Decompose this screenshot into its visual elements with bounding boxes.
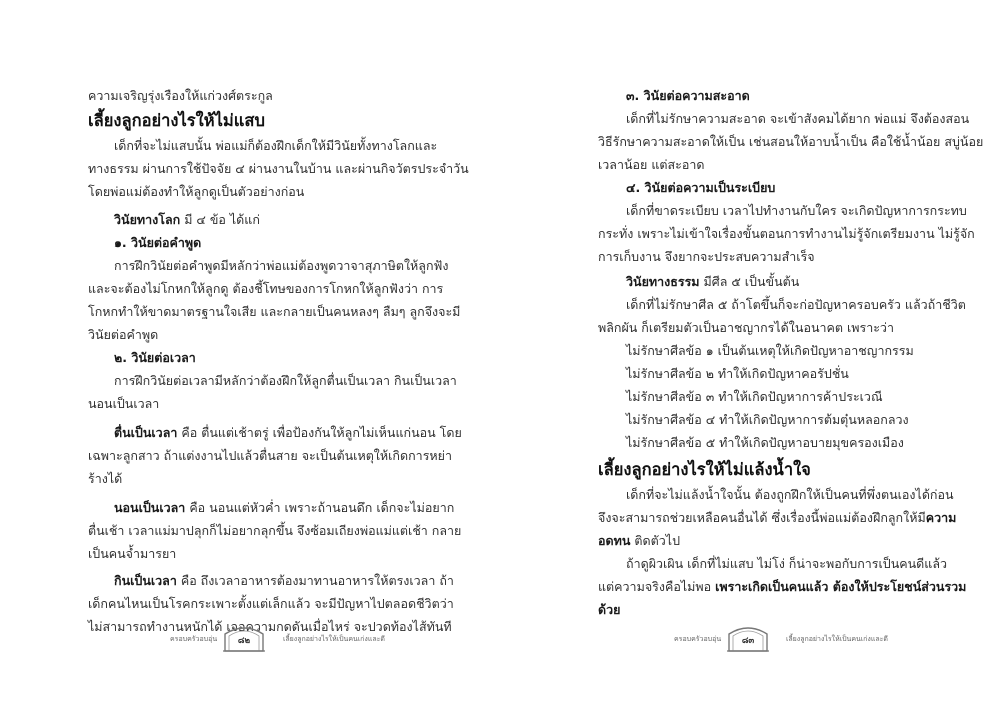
text-line: เด็กที่จะไม่แสบนั้น พ่อแม่ก็ต้องฝึกเด็กให้มีวินัยทั้งทางโลกและ bbox=[114, 138, 438, 153]
section-heading-not-naughty: เลี้ยงลูกอย่างไรให้ไม่แสบ bbox=[88, 111, 265, 130]
footer-left-text: ครอบครัวอบอุ่น bbox=[170, 635, 218, 643]
bold-term: เพราะเกิดเป็นคนแล้ว ต้องให้ประโยชน์ส่วนรวม bbox=[715, 579, 967, 594]
text-line: วินัยต่อคำพูด bbox=[88, 327, 159, 342]
text-line: โกหกทำให้ขาดมาตรฐานใจเสีย และกลายเป็นคนหลงๆ ลืมๆ ลูกจึงจะมี bbox=[88, 304, 461, 319]
footer-right-text: เลี้ยงลูกอย่างไรให้เป็นคนเก่งและดี bbox=[786, 635, 888, 643]
text-line: เด็กคนไหนเป็นโรคกระเพาะตั้งแต่เล็กแล้ว จะมีปัญหาไปตลอดชีวิตว่า bbox=[88, 596, 454, 611]
text-line: เด็กที่ไม่รักษาศีล ๕ ถ้าโตขึ้นก็จะก่อปัญหาครอบครัว แล้วถ้าชีวิต bbox=[626, 297, 966, 312]
page-footer bbox=[0, 622, 500, 656]
text-line: ความเจริญรุ่งเรืองให้แก่วงศ์ตระกูล bbox=[88, 88, 273, 103]
section-heading-generous: เลี้ยงลูกอย่างไรให้ไม่แล้งน้ำใจ bbox=[598, 460, 811, 479]
text-line: เด็กที่ขาดระเบียบ เวลาไปทำงานกับใคร จะเกิดปัญหาการกระทบ bbox=[626, 203, 967, 218]
precept-line: ไม่รักษาศีลข้อ ๑ เป็นต้นเหตุให้เกิดปัญหาอาชญากรรม bbox=[626, 343, 914, 358]
text-line: วิธีรักษาความสะอาดให้เป็น เช่นสอนให้อาบน้ำเป็น คือใช้น้ำน้อย สบู่น้อย bbox=[598, 134, 984, 149]
text-line: และจะต้องไม่โกหกให้ลูกดู ต้องชี้โทษของการโกหกให้ลูกฟังว่า การ bbox=[88, 281, 444, 296]
precept-line: ไม่รักษาศีลข้อ ๕ ทำให้เกิดปัญหาอบายมุขครองเมือง bbox=[626, 435, 904, 450]
text-line: นอนเป็นเวลา bbox=[88, 396, 160, 411]
page-number-badge bbox=[222, 622, 266, 652]
bold-term: ความ bbox=[925, 510, 957, 525]
text-line: ตื่นเช้า เวลาแม่มาปลุกก็ไม่อยากลุกขึ้น จึงซ้อมเถียงพ่อแม่แต่เช้า กลาย bbox=[88, 523, 462, 538]
text-line: กระทั่ง เพราะไม่เข้าใจเรื่องขั้นตอนการทำงานไม่รู้จักเตรียมงาน ไม่รู้จัก bbox=[598, 226, 975, 241]
numbered-item-speech: ๑. วินัยต่อคำพูด bbox=[114, 235, 202, 250]
precept-line: ไม่รักษาศีลข้อ ๒ ทำให้เกิดปัญหาคอรัปชั่น bbox=[626, 366, 849, 381]
page-number: ๘๒ bbox=[237, 636, 251, 646]
precept-line: ไม่รักษาศีลข้อ ๓ ทำให้เกิดปัญหาการค้าประเวณี bbox=[626, 389, 883, 404]
text-line: เด็กที่จะไม่แล้งน้ำใจนั้น ต้องถูกฝึกให้เป็นคนที่พึ่งตนเองได้ก่อน bbox=[626, 487, 954, 502]
text-line: เป็นคนจ้ำมารยา bbox=[88, 546, 177, 561]
paragraph-sleep: นอนเป็นเวลา คือ นอนแต่หัวค่ำ เพราะถ้านอนดึก เด็กจะไม่อยาก bbox=[114, 500, 455, 515]
paragraph-eat: กินเป็นเวลา คือ ถึงเวลาอาหารต้องมาทานอาหารให้ตรงเวลา ถ้า bbox=[114, 573, 454, 588]
text-line: ไม่สามารถทำงานหนักได้ เจอความกดดันเมื่อไหร่ จะปวดท้องไส้ทันที bbox=[88, 619, 452, 634]
paragraph-patience: จึงจะสามารถช่วยเหลือคนอื่นได้ ซึ่งเรื่องนี้พ่อแม่ต้องฝึกลูกให้มีความ bbox=[598, 510, 957, 525]
precept-line: ไม่รักษาศีลข้อ ๔ ทำให้เกิดปัญหาการต้มตุ๋นหลอกลวง bbox=[626, 412, 909, 427]
text-line: โดยพ่อแม่ต้องทำให้ลูกดูเป็นตัวอย่างก่อน bbox=[88, 184, 305, 199]
right-page bbox=[500, 0, 1000, 707]
text-line: ถ้าดูผิวเผิน เด็กที่ไม่แสบ ไม่โง่ ก็น่าจะพอกับการเป็นคนดีแล้ว bbox=[626, 556, 948, 571]
bold-term: ด้วย bbox=[598, 602, 621, 617]
page-number: ๘๓ bbox=[741, 636, 755, 646]
bold-term: ตื่นเป็นเวลา bbox=[114, 425, 178, 440]
text-line: การเก็บงาน จึงยากจะประสบความสำเร็จ bbox=[598, 249, 815, 264]
text-line: เวลาน้อย แต่สะอาด bbox=[598, 157, 705, 172]
numbered-item-orderliness: ๔. วินัยต่อความเป็นระเบียบ bbox=[626, 180, 776, 195]
paragraph-wake: ตื่นเป็นเวลา คือ ตื่นแต่เช้าตรู่ เพื่อป้องกันให้ลูกไม่เห็นแก่นอน โดย bbox=[114, 425, 462, 440]
text-line: เด็กที่ไม่รักษาความสะอาด จะเข้าสังคมได้ยาก พ่อแม่ จึงต้องสอน bbox=[626, 111, 970, 126]
bold-term: วินัยทางธรรม bbox=[626, 274, 700, 289]
text-line: การฝึกวินัยต่อคำพูดมีหลักว่าพ่อแม่ต้องพูดวาจาสุภาษิตให้ลูกฟัง bbox=[114, 258, 449, 273]
bold-term: วินัยทางโลก bbox=[114, 212, 181, 227]
bold-term: นอนเป็นเวลา bbox=[114, 500, 186, 515]
text-line: ทางธรรม ผ่านการใช้ปัจจัย ๔ ผ่านงานในบ้าน และผ่านกิจวัตรประจำวัน bbox=[88, 161, 469, 176]
footer-right-text: เลี้ยงลูกอย่างไรให้เป็นคนเก่งและดี bbox=[283, 635, 385, 643]
page-number-badge bbox=[726, 622, 770, 652]
paragraph-conclusion: แต่ความจริงคือไม่พอ เพราะเกิดเป็นคนแล้ว ต้องให้ประโยชน์ส่วนรวม bbox=[598, 579, 967, 594]
bold-term: กินเป็นเวลา bbox=[114, 573, 177, 588]
page-footer bbox=[500, 622, 1000, 656]
text-line: เฉพาะลูกสาว ถ้าแต่งงานไปแล้วตื่นสาย จะเป็นต้นเหตุให้เกิดการหย่า bbox=[88, 448, 452, 463]
footer-left-text: ครอบครัวอบอุ่น bbox=[674, 635, 722, 643]
text-line: ร้างได้ bbox=[88, 471, 123, 486]
text-line: พลิกผัน ก็เตรียมตัวเป็นอาชญากรได้ในอนาคต เพราะว่า bbox=[598, 320, 894, 335]
text-line: การฝึกวินัยต่อเวลามีหลักว่าต้องฝึกให้ลูกตื่นเป็นเวลา กินเป็นเวลา bbox=[114, 373, 457, 388]
paragraph-world-discipline: วินัยทางโลก มี ๔ ข้อ ได้แก่ bbox=[114, 212, 260, 227]
numbered-item-time: ๒. วินัยต่อเวลา bbox=[114, 350, 196, 365]
paragraph-patience-cont: อดทน ติดตัวไป bbox=[598, 533, 680, 548]
bold-term: อดทน bbox=[598, 533, 631, 548]
numbered-item-cleanliness: ๓. วินัยต่อความสะอาด bbox=[626, 88, 750, 103]
paragraph-dharma-discipline: วินัยทางธรรม มีศีล ๕ เป็นขั้นต้น bbox=[626, 274, 800, 289]
